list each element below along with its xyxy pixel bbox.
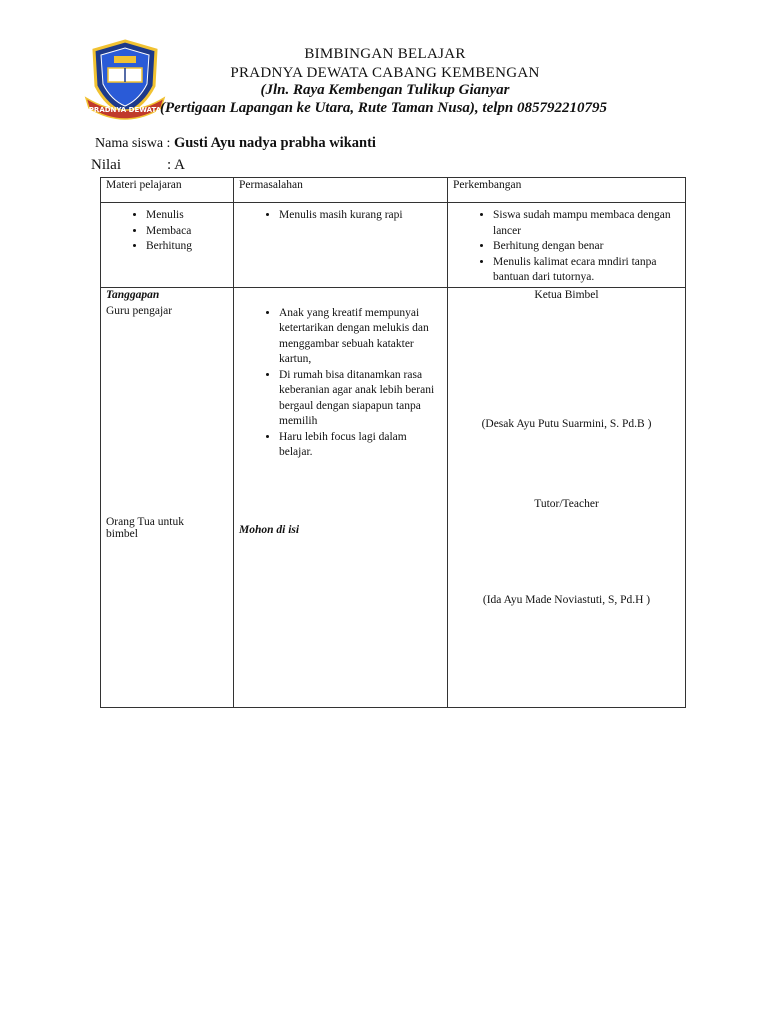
header-address: (Jln. Raya Kembengan Tulikup Gianyar <box>260 82 510 98</box>
problems-cell <box>234 203 448 288</box>
tutor-label: Tutor/Teacher <box>534 497 599 510</box>
signatures-cell <box>448 287 686 707</box>
table-row <box>101 203 686 288</box>
subjects-cell <box>101 203 234 288</box>
list-item: • Berhitung dengan benar <box>493 239 680 255</box>
list-item: • Berhitung <box>146 239 228 255</box>
list-item: • Di rumah bisa ditanamkan rasa keberanian agar anak lebih berani bergaul dengan siapapun tanpa memilih <box>279 368 442 430</box>
student-name-row <box>95 135 376 152</box>
tanggapan-label: Tanggapan <box>106 288 160 301</box>
teacher-label: Guru pengajar <box>106 304 173 317</box>
report-table <box>100 177 686 708</box>
list-item: • Menulis <box>146 208 228 224</box>
head-label: Ketua Bimbel <box>534 288 599 301</box>
student-grade-value: : A <box>167 157 185 173</box>
progress-cell <box>448 203 686 288</box>
responders-cell <box>101 287 234 707</box>
table-header-row <box>101 178 686 203</box>
logo-text: PRADNYA DEWATA <box>88 106 162 114</box>
list-item: • Anak yang kreatif mempunyai ketertarikan dengan melukis dan menggambar sebuah katakter kartun, <box>279 306 442 368</box>
header-title: BIMBINGAN BELAJAR <box>304 46 466 62</box>
table-row <box>101 287 686 707</box>
list-item: • Siswa sudah mampu membaca dengan lancer <box>493 208 680 239</box>
header-branch: PRADNYA DEWATA CABANG KEMBENGAN <box>230 65 540 81</box>
list-item: • Haru lebih focus lagi dalam belajar. <box>279 430 442 461</box>
student-name-label: Nama siswa : <box>95 136 171 151</box>
header-subject: Materi pelajaran <box>101 178 234 203</box>
parent-note: Mohon di isi <box>239 523 300 536</box>
list-item: • Menulis masih kurang rapi <box>279 208 442 224</box>
list-item: • Membaca <box>146 224 228 240</box>
notes-cell <box>234 287 448 707</box>
header-problem: Permasalahan <box>234 178 448 203</box>
header-progress: Perkembangan <box>448 178 686 203</box>
header-contact: (Pertigaan Lapangan ke Utara, Rute Taman Nusa), telpn 085792210795 <box>160 100 607 116</box>
head-name: (Desak Ayu Putu Suarmini, S. Pd.B ) <box>481 417 652 430</box>
tutor-name: (Ida Ayu Made Noviastuti, S, Pd.H ) <box>482 593 651 606</box>
student-name-value: Gusti Ayu nadya prabha wikanti <box>173 135 376 151</box>
parent-label: Orang Tua untuk bimbel <box>106 515 184 540</box>
student-grade-label: Nilai <box>91 157 121 173</box>
list-item: • Menulis kalimat ecara mndiri tanpa bantuan dari tutornya. <box>493 255 680 286</box>
student-grade-row <box>91 157 185 174</box>
